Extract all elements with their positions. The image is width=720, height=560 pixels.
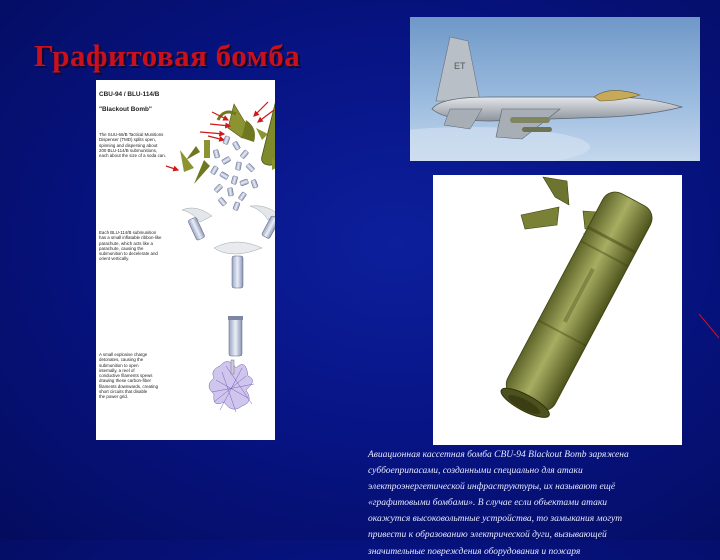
caption-line-2: суббоеприпасами, созданными специально для атаки	[368, 466, 583, 477]
caption-line-7: значительные повреждения оборудования и пожаря	[368, 546, 581, 557]
parachute-submunitions	[182, 206, 275, 356]
filament-cloud	[209, 360, 254, 412]
diagram-header-line-2: "Blackout Bomb"	[99, 105, 152, 113]
decorative-line	[697, 312, 720, 342]
cbu94-diagram	[96, 80, 275, 440]
caption-line-1: Авиационная кассетная бомба CBU-94 Blackout Bomb заряжена	[368, 450, 629, 460]
diagram-note-1: The SUU-66/B Tactical Munitions Dispenser (TMD) splits open, spinning and dispersing about 200 BLU-114/B submunitions, each about the size of a soda can.	[99, 132, 166, 159]
caption-line-6: привести к образованию электрической дуги, вызывающей	[368, 530, 607, 541]
caption-line-3: электроэнергетической инфраструктуры, их называют ещё	[368, 482, 616, 493]
bomb-photo	[433, 175, 682, 445]
caption-line-5: окажутся высоковольтные устройства, то замыкания могут	[368, 514, 623, 525]
caption-line-4: «графитовыми бомбами». В случае если объектами атаки	[368, 498, 608, 509]
slide-title: Графитовая бомба	[34, 38, 301, 73]
svg-text:ET: ET	[454, 61, 466, 71]
bomb-illustration	[433, 175, 682, 445]
diagram-note-3: A small explosive charge detonates, causing the submunition to open internally, a reel of conductive filaments spews drawing these carbon-fiber filaments downwards, creating short circuits that disable the power grid.	[99, 352, 159, 400]
jet-photo	[410, 17, 700, 161]
diagram-header	[99, 83, 159, 113]
diagram-note-2: Each BLU-114/B submunition has a small inflatable ribbon-like parachute, which acts like a parachute, causing the submunition to decelerate and orient vertically.	[99, 230, 162, 262]
diagram-header-line-1: CBU-94 / BLU-114/B	[99, 90, 160, 98]
caption	[368, 447, 684, 560]
jet-illustration	[410, 17, 700, 161]
submunitions-cloud	[210, 136, 258, 211]
